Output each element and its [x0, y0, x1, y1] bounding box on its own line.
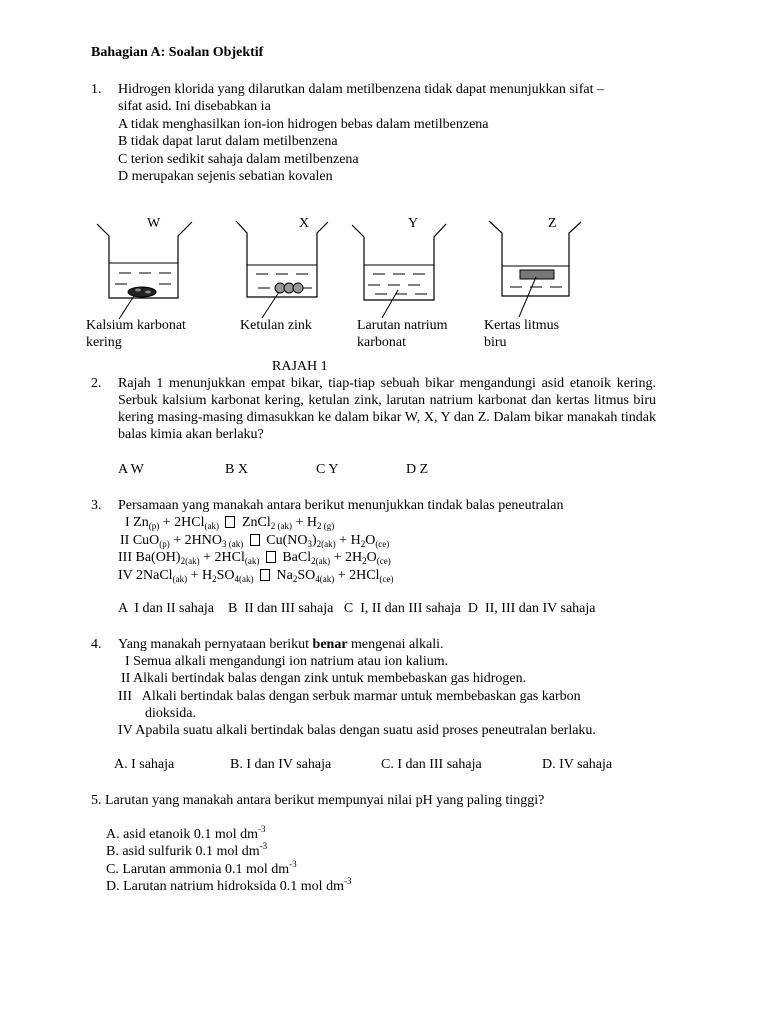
q4-statement-iii: III Alkali bertindak balas dengan serbuk marmar untuk membebaskan gas karbon — [118, 689, 581, 704]
beaker-label-z: Z — [548, 216, 557, 231]
q5-option-c[interactable]: C. Larutan ammonia 0.1 mol $dm^{-3}$ — [106, 859, 297, 877]
q4-stem: Yang manakah pernyataan berikut benar mengenai alkali. — [118, 637, 444, 652]
q2-option-d[interactable]: D Z — [406, 462, 429, 477]
calcium-carbonate-powder — [128, 287, 156, 297]
q5-option-d[interactable]: D. Larutan natrium hidroksida 0.1 mol $dm^{-3}$ — [106, 876, 352, 894]
q4-option-c[interactable]: C. I dan III sahaja — [381, 757, 482, 772]
beaker-label-x: X — [299, 216, 310, 231]
q4-statement-ii: II Alkali bertindak balas dengan zink untuk membebaskan gas hidrogen. — [121, 671, 527, 686]
q2-stem: Rajah 1 menunjukkan empat bikar, tiap-tiap sebuah bikar mengandungi asid etanoik kering. Serbuk kalsium karbonat kering, ketulan zink, larutan natrium karbonat dan kertas litmus biru kering masing-masing dimasukkan ke dalam bikar W, X, Y dan Z. Dalam bikar manakah tindak balas kimia akan berlaku? — [118, 376, 656, 442]
beaker-label-y: Y — [408, 216, 419, 231]
q3-equation-i: I $Zn_{(p)} + 2HCl_{(ak)}$ ZnCl$_{2 (ak)}$ + $H_{2 (g)}$ — [125, 515, 335, 531]
q3-stem: Persamaan yang manakah antara berikut menunjukkan tindak balas peneutralan — [118, 498, 564, 513]
q1-number: 1. — [91, 82, 102, 97]
litmus-paper — [520, 270, 554, 279]
zinc-granules — [275, 283, 303, 293]
beaker-z — [489, 221, 581, 296]
caption-w-line1: Kalsium karbonat — [86, 318, 186, 333]
arrow-box-icon — [266, 551, 276, 563]
q2-number: 2. — [91, 376, 102, 391]
q3-equation-iv: IV 2NaCl$_{(ak)}$ + $H_2SO_{4(ak)}$ $Na_2SO_{4(ak)} + 2HCl_{(ce)}$ — [118, 568, 394, 584]
caption-z-line2: biru — [484, 335, 507, 350]
q1-option-a[interactable]: A tidak menghasilkan ion-ion hidrogen bebas dalam metilbenzena — [118, 117, 489, 132]
q2-option-b[interactable]: B X — [225, 462, 248, 477]
q4-number: 4. — [91, 637, 102, 652]
q5-option-b[interactable]: B. asid sulfurik 0.1 mol $dm^{-3}$ — [106, 841, 268, 859]
q3-equation-iii: III $Ba(OH)_{2(ak)} + 2HCl_{(ak)}$ BaCl$_{2(ak)}$ + $2H_2O_{(ce)}$ — [118, 550, 391, 566]
q4-option-d[interactable]: D. IV sahaja — [542, 757, 613, 772]
q4-statement-iii-cont: dioksida. — [145, 706, 196, 721]
caption-w-line2: kering — [86, 335, 122, 350]
arrow-box-icon — [225, 516, 235, 528]
q1-stem-line2: sifat asid. Ini disebabkan ia — [118, 99, 271, 114]
caption-y-line2: karbonat — [357, 335, 406, 350]
section-title: Bahagian A: Soalan Objektif — [91, 45, 264, 60]
q4-statement-i: I Semua alkali mengandungi ion natrium atau ion kalium. — [125, 654, 449, 669]
arrow-box-icon — [250, 534, 260, 546]
beaker-label-w: W — [147, 216, 161, 231]
beaker-y — [352, 224, 446, 300]
q1-stem-line1: Hidrogen klorida yang dilarutkan dalam metilbenzena tidak dapat menunjukkan sifat – — [118, 82, 604, 97]
q1-option-d[interactable]: D merupakan sejenis sebatian kovalen — [118, 169, 333, 184]
q2-option-c[interactable]: C Y — [316, 462, 339, 477]
caption-y-line1: Larutan natrium — [357, 318, 448, 333]
q4-statement-iv: IV Apabila suatu alkali bertindak balas dengan suatu asid proses peneutralan berlaku. — [118, 723, 596, 738]
q4-option-b[interactable]: B. I dan IV sahaja — [230, 757, 332, 772]
q1-option-b[interactable]: B tidak dapat larut dalam metilbenzena — [118, 134, 338, 149]
q5-stem: 5. Larutan yang manakah antara berikut mempunyai nilai pH yang paling tinggi? — [91, 793, 545, 808]
q5-option-a[interactable]: A. asid etanoik 0.1 mol $dm^{-3}$ — [106, 824, 266, 842]
q1-option-c[interactable]: C terion sedikit sahaja dalam metilbenzena — [118, 152, 359, 167]
caption-x-line1: Ketulan zink — [240, 318, 312, 333]
figure-title: RAJAH 1 — [272, 359, 328, 374]
caption-z-line1: Kertas litmus — [484, 318, 560, 333]
q3-options[interactable]: A I dan II sahaja B II dan III sahaja C I, II dan III sahaja D II, III dan IV sahaja — [118, 601, 596, 616]
q4-option-a[interactable]: A. I sahaja — [114, 757, 175, 772]
q3-equation-ii: II $CuO_{(p)} + 2HNO_{3 (ak)}$ $Cu(NO_3)_{2(ak)} + H_2O_{(ce)}$ — [120, 533, 390, 549]
q3-number: 3. — [91, 498, 102, 513]
q2-option-a[interactable]: A W — [118, 462, 144, 477]
arrow-box-icon — [260, 569, 270, 581]
